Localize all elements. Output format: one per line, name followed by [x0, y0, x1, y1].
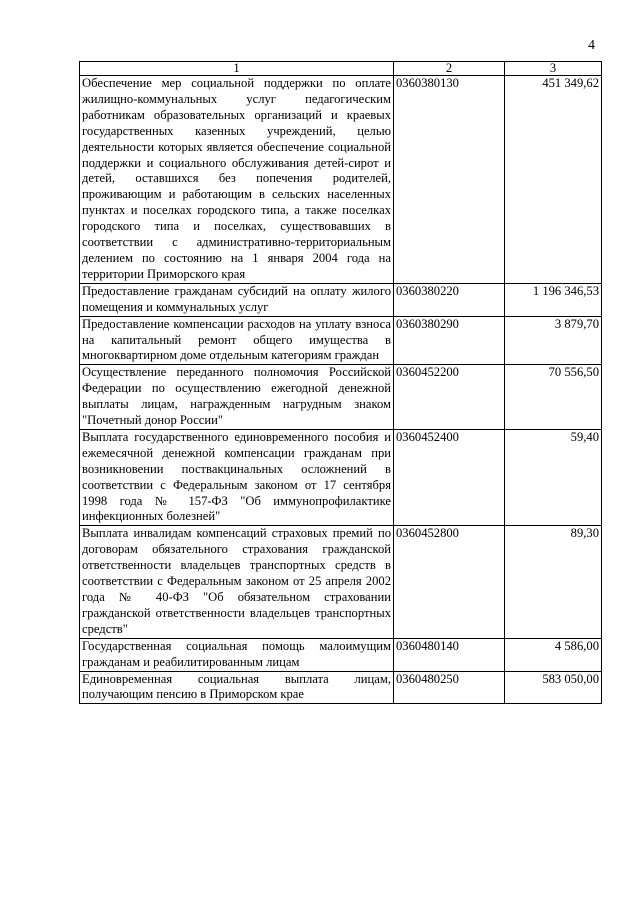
row-amount-cell: 70 556,50 [505, 365, 602, 430]
row-code-cell: 0360452400 [394, 429, 505, 525]
column-header-1: 1 [80, 62, 394, 76]
row-name-cell: Выплата инвалидам компенсаций страховых премий по договорам обязательного страхования гражданской ответственности владельцев транспортных средств в соответствии с Федеральным законом от 25 апреля 2002 года № 40-ФЗ "Об обязательном страховании гражданской ответственности владельцев транспортных средств" [80, 526, 394, 638]
row-amount-cell: 451 349,62 [505, 76, 602, 284]
row-amount-cell: 4 586,00 [505, 638, 602, 671]
column-header-2: 2 [394, 62, 505, 76]
table-row [80, 638, 602, 671]
row-code-cell: 0360452200 [394, 365, 505, 430]
table-row [80, 671, 602, 704]
row-code-cell: 0360480140 [394, 638, 505, 671]
row-amount-cell: 1 196 346,53 [505, 283, 602, 316]
table-row [80, 76, 602, 284]
column-header-3: 3 [505, 62, 602, 76]
row-amount-cell: 3 879,70 [505, 316, 602, 365]
row-name-cell: Предоставление гражданам субсидий на оплату жилого помещения и коммунальных услуг [80, 283, 394, 316]
row-code-cell: 0360380130 [394, 76, 505, 284]
row-name-cell: Выплата государственного единовременного пособия и ежемесячной денежной компенсации гражданам при возникновении поствакцинальных осложнений в соответствии с Федеральным законом от 17 сентября 1998 года № 157-ФЗ "Об иммунопрофилактике инфекционных болезней" [80, 429, 394, 525]
row-code-cell: 0360452800 [394, 526, 505, 638]
budget-table [79, 61, 602, 704]
row-amount-cell: 59,40 [505, 429, 602, 525]
row-amount-cell: 583 050,00 [505, 671, 602, 704]
row-name-cell: Государственная социальная помощь малоимущим гражданам и реабилитированным лицам [80, 638, 394, 671]
row-name-cell: Предоставление компенсации расходов на уплату взноса на капитальный ремонт общего имущества в многоквартирном доме отдельным категориям граждан [80, 316, 394, 365]
table-row [80, 365, 602, 430]
table-row [80, 283, 602, 316]
row-code-cell: 0360380220 [394, 283, 505, 316]
row-amount-cell: 89,30 [505, 526, 602, 638]
row-name-cell: Осуществление переданного полномочия Российской Федерации по осуществлению ежегодной денежной выплаты лицам, награжденным нагрудным знаком "Почетный донор России" [80, 365, 394, 430]
table-row [80, 526, 602, 638]
row-name-cell: Единовременная социальная выплата лицам, получающим пенсию в Приморском крае [80, 671, 394, 704]
page-number: 4 [588, 38, 595, 53]
table-row [80, 429, 602, 525]
row-code-cell: 0360380290 [394, 316, 505, 365]
table-header-row [80, 62, 602, 76]
table-row [80, 316, 602, 365]
row-code-cell: 0360480250 [394, 671, 505, 704]
row-name-cell: Обеспечение мер социальной поддержки по оплате жилищно-коммунальных услуг педагогическим работникам образовательных организаций и краевых государственных казенных учреждений, целью деятельности которых является обеспечение социальной поддержки и социального обслуживания детей-сирот и детей, оставшихся без попечения родителей, проживающим и работающим в сельских населенных пунктах и поселках городского типа, а также поселках городского типа и поселках, существовавших в соответствии с административно-территориальным делением по состоянию на 1 января 2004 года на территории Приморского края [80, 76, 394, 284]
